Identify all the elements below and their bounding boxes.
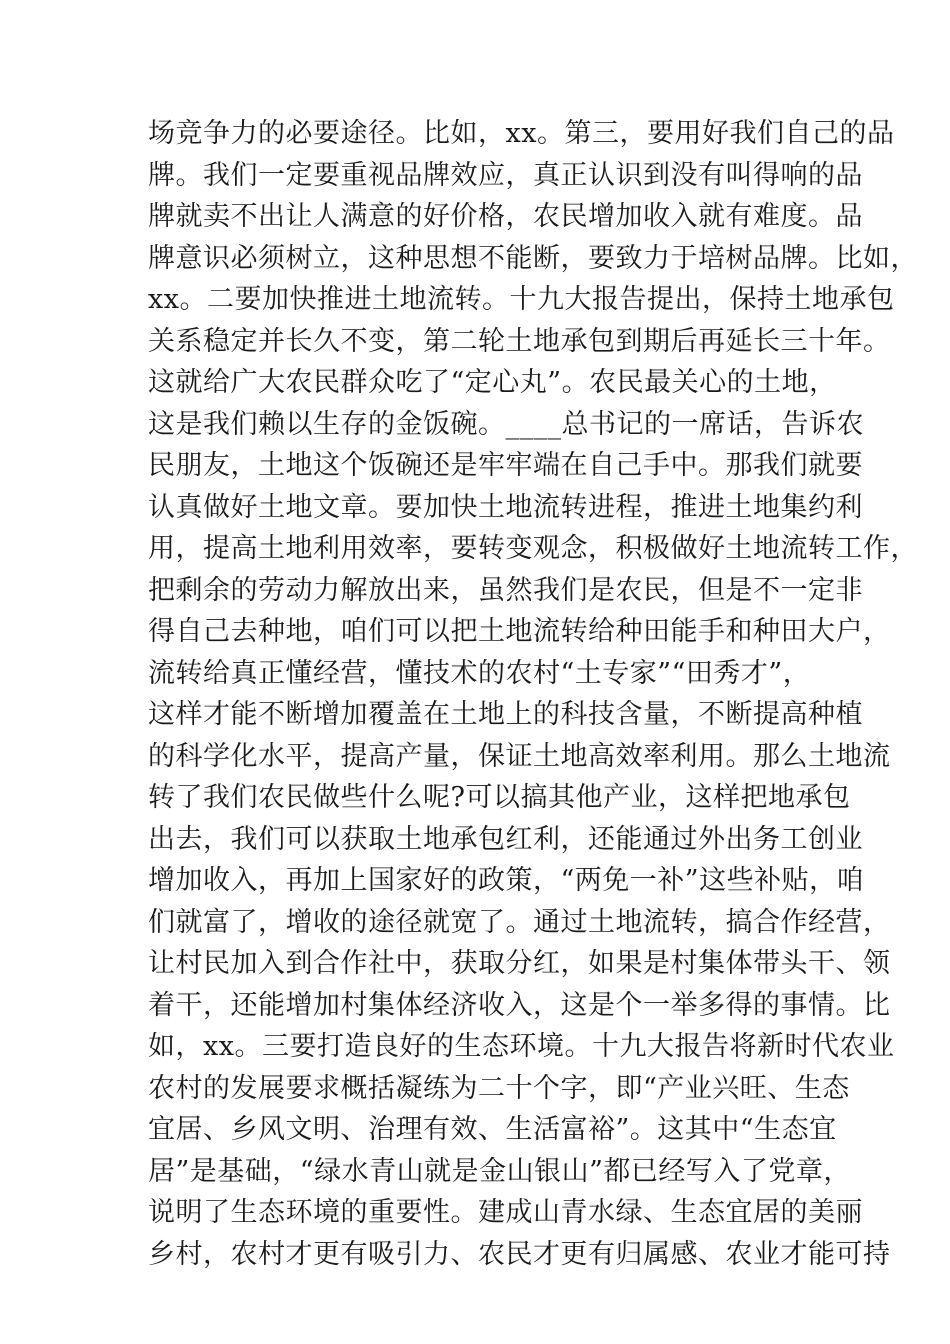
text-line: 用，提高土地利用效率，要转变观念，积极做好土地流转工作， <box>148 533 918 564</box>
text-line: 这是我们赖以生存的金饭碗。____总书记的一席话，告诉农 <box>148 408 864 440</box>
text-line: 的科学化水平，提高产量，保证土地高效率利用。那么土地流 <box>148 740 891 772</box>
text-line: 居”是基础，“绿水青山就是金山银山”都已经写入了党章， <box>148 1155 851 1187</box>
text-line: 牌就卖不出让人满意的好价格，农民增加收入就有难度。品 <box>148 201 863 232</box>
text-line: 得自己去种地，咱们可以把土地流转给种田能手和种田大户， <box>148 616 891 647</box>
text-line: 牌。我们一定要重视品牌效应，真正认识到没有叫得响的品 <box>148 159 863 191</box>
text-line: 出去，我们可以获取土地承包红利，还能通过外出务工创业 <box>148 823 863 855</box>
text-line: 说明了生态环境的重要性。建成山青水绿、生态宜居的美丽 <box>148 1197 863 1228</box>
text-line: 这样才能不断增加覆盖在土地上的科技含量，不断提高种植 <box>148 699 863 730</box>
text-line: 场竞争力的必要途径。比如，xx。第三，要用好我们自己的品 <box>148 118 895 149</box>
text-line: 增加收入，再加上国家好的政策，“两免一补”这些补贴，咱 <box>148 865 865 896</box>
text-line: xx。二要加快推进土地流转。十九大报告提出，保持土地承包 <box>148 284 895 315</box>
text-line: 这就给广大农民群众吃了“定心丸”。农民最关心的土地， <box>148 367 837 398</box>
text-line: 着干，还能增加村集体经济收入，这是个一举多得的事情。比 <box>148 989 891 1021</box>
body-text <box>148 113 918 1275</box>
text-line: 宜居、乡风文明、治理有效、生活富裕”。这其中“生态宜 <box>148 1114 837 1145</box>
text-line: 流转给真正懂经营，懂技术的农村“土专家”“田秀才”， <box>148 657 811 689</box>
text-line: 关系稳定并长久不变，第二轮土地承包到期后再延长三十年。 <box>148 325 891 357</box>
text-line: 认真做好土地文章。要加快土地流转进程，推进土地集约利 <box>148 491 863 523</box>
text-line: 把剩余的劳动力解放出来，虽然我们是农民，但是不一定非 <box>148 574 863 606</box>
text-line: 转了我们农民做些什么呢?可以搞其他产业，这样把地承包 <box>148 782 851 813</box>
text-line: 农村的发展要求概括凝练为二十个字，即“产业兴旺、生态 <box>148 1072 850 1104</box>
text-line: 让村民加入到合作社中，获取分红，如果是村集体带头干、领 <box>148 948 891 979</box>
text-line: 民朋友，土地这个饭碗还是牢牢端在自己手中。那我们就要 <box>148 450 863 481</box>
text-line: 牌意识必须树立，这种思想不能断，要致力于培树品牌。比如， <box>148 242 918 274</box>
text-line: 如，xx。三要打造良好的生态环境。十九大报告将新时代农业 <box>148 1031 895 1062</box>
text-line: 乡村，农村才更有吸引力、农民才更有归属感、农业才能可持 <box>148 1238 891 1270</box>
text-line: 们就富了，增收的途径就宽了。通过土地流转，搞合作经营， <box>148 906 891 938</box>
